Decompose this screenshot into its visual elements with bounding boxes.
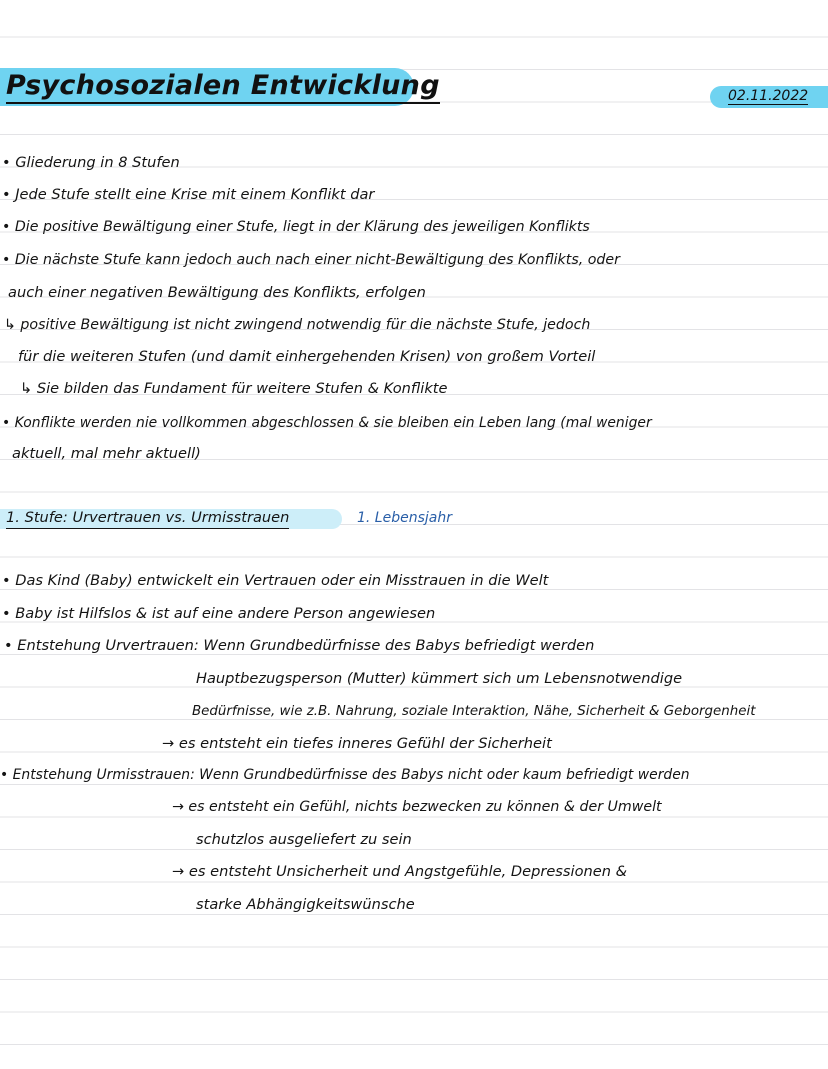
intro-line: für die weiteren Stufen (und damit einhergehenden Krisen) von großem Vorteil [18,348,596,365]
stage-line: schutzlos ausgeliefert zu sein [196,831,412,848]
intro-line: • Konflikte werden nie vollkommen abgeschlossen & sie bleiben ein Leben lang (mal weniger [2,415,652,431]
stage-age: 1. Lebensjahr [357,510,452,526]
stage-line: • Baby ist Hilfslos & ist auf eine andere Person angewiesen [2,605,436,622]
intro-line: • Die positive Bewältigung einer Stufe, liegt in der Klärung des jeweiligen Konflikts [2,219,590,235]
intro-line: auch einer negativen Bewältigung des Konflikts, erfolgen [8,284,426,301]
stage-line: → es entsteht Unsicherheit und Angstgefühle, Depressionen & [172,863,627,880]
note-date: 02.11.2022 [728,88,809,104]
stage-line: starke Abhängigkeitswünsche [196,896,415,913]
intro-line: aktuell, mal mehr aktuell) [12,445,201,462]
stage-line: • Entstehung Urvertrauen: Wenn Grundbedürfnisse des Babys befriedigt werden [4,637,595,654]
intro-line: • Gliederung in 8 Stufen [2,154,180,171]
intro-line: • Die nächste Stufe kann jedoch auch nach einer nicht-Bewältigung des Konflikts, oder [2,252,620,268]
page-title: Psychosozialen Entwicklung [6,70,440,104]
intro-line: ↳ positive Bewältigung ist nicht zwingend notwendig für die nächste Stufe, jedoch [4,317,591,333]
stage-line: • Das Kind (Baby) entwickelt ein Vertrauen oder ein Misstrauen in die Welt [2,572,549,589]
intro-line: ↳ Sie bilden das Fundament für weitere Stufen & Konflikte [20,380,448,397]
intro-line: • Jede Stufe stellt eine Krise mit einem Konflikt dar [2,186,375,203]
stage-line: → es entsteht ein tiefes inneres Gefühl der Sicherheit [162,735,552,752]
stage-line: Hauptbezugsperson (Mutter) kümmert sich um Lebensnotwendige [196,670,683,687]
stage-line: → es entsteht ein Gefühl, nichts bezwecken zu können & der Umwelt [172,799,662,815]
stage-line: Bedürfnisse, wie z.B. Nahrung, soziale Interaktion, Nähe, Sicherheit & Geborgenheit [192,704,756,719]
stage-heading: 1. Stufe: Urvertrauen vs. Urmisstrauen [6,508,289,529]
stage-line: • Entstehung Urmisstrauen: Wenn Grundbedürfnisse des Babys nicht oder kaum befriedigt werden [0,767,690,783]
